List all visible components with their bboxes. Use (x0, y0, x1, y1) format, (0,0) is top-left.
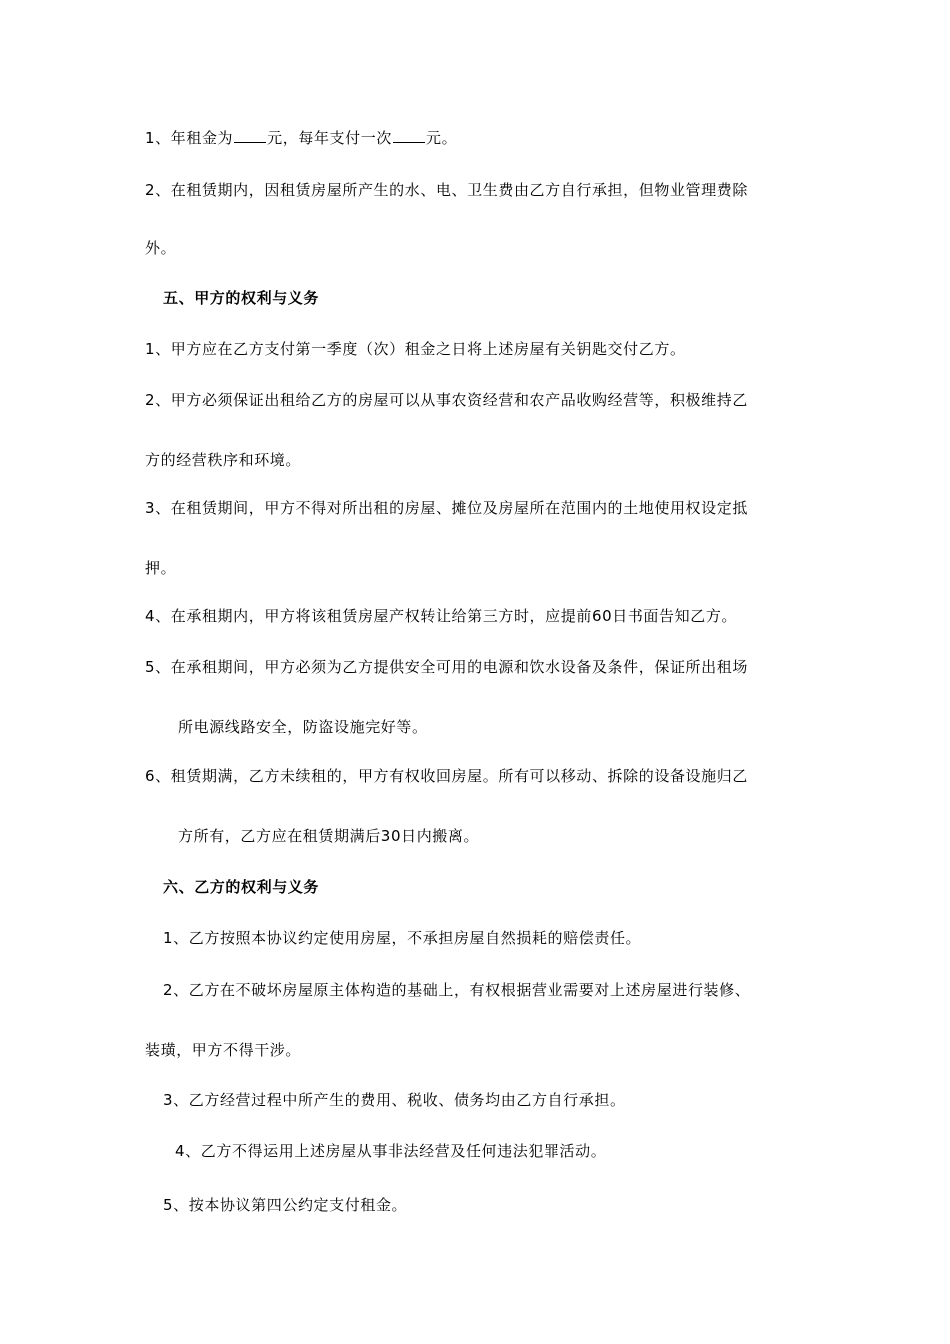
clause-6-4: 4、乙方不得运用上述房屋从事非法经营及任何违法犯罪活动。 (175, 1142, 607, 1160)
clause-6-5: 5、按本协议第四公约定支付租金。 (163, 1196, 408, 1214)
clause-5-3-cont: 押。 (145, 559, 177, 577)
clause-text: 元。 (425, 129, 458, 147)
section-heading-5: 五、甲方的权利与义务 (163, 289, 320, 307)
section-heading-6: 六、乙方的权利与义务 (163, 878, 320, 896)
clause-4-1 (145, 128, 457, 148)
blank-annual-rent[interactable] (234, 128, 266, 143)
clause-4-2-cont: 外。 (145, 239, 177, 257)
clause-5-5: 5、在承租期间，甲方必须为乙方提供安全可用的电源和饮水设备及条件，保证所出租场 (145, 658, 748, 676)
clause-5-5-cont: 所电源线路安全，防盗设施完好等。 (178, 718, 428, 736)
clause-5-2-cont: 方的经营秩序和环境。 (145, 451, 302, 469)
clause-5-4: 4、在承租期内，甲方将该租赁房屋产权转让给第三方时，应提前60日书面告知乙方。 (145, 607, 738, 625)
clause-6-1: 1、乙方按照本协议约定使用房屋，不承担房屋自然损耗的赔偿责任。 (163, 929, 642, 947)
clause-5-6-cont: 方所有，乙方应在租赁期满后30日内搬离。 (178, 827, 480, 845)
clause-6-2-cont: 装璜，甲方不得干涉。 (145, 1041, 302, 1059)
clause-6-3: 3、乙方经营过程中所产生的费用、税收、债务均由乙方自行承担。 (163, 1091, 626, 1109)
clause-5-6: 6、租赁期满，乙方未续租的，甲方有权收回房屋。所有可以移动、拆除的设备设施归乙 (145, 767, 748, 785)
clause-text: 1、年租金为 (145, 129, 234, 147)
clause-4-2: 2、在租赁期内，因租赁房屋所产生的水、电、卫生费由乙方自行承担，但物业管理费除 (145, 181, 748, 199)
clause-5-1: 1、甲方应在乙方支付第一季度（次）租金之日将上述房屋有关钥匙交付乙方。 (145, 340, 686, 358)
clause-6-2: 2、乙方在不破坏房屋原主体构造的基础上，有权根据营业需要对上述房屋进行装修、 (163, 981, 751, 999)
clause-text: 元，每年支付一次 (267, 129, 392, 147)
blank-annual-payment[interactable] (393, 128, 425, 143)
clause-5-3: 3、在租赁期间，甲方不得对所出租的房屋、摊位及房屋所在范围内的土地使用权设定抵 (145, 499, 748, 517)
clause-5-2: 2、甲方必须保证出租给乙方的房屋可以从事农资经营和农产品收购经营等，积极维持乙 (145, 391, 748, 409)
